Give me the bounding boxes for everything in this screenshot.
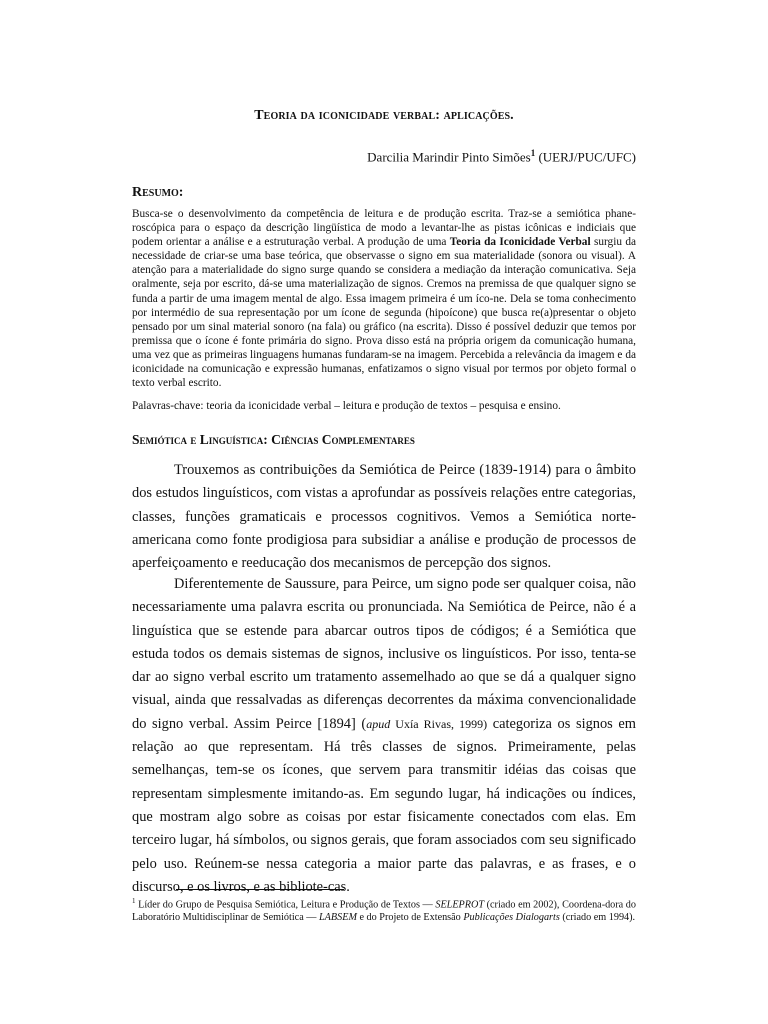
keywords: Palavras-chave: teoria da iconicidade verbal – leitura e produção de textos – pesquisa e ensino. <box>132 400 561 412</box>
paragraph-text <box>132 573 636 899</box>
abstract-text <box>132 207 636 390</box>
abstract-bold-term: Teoria da Iconicidade Verbal <box>449 236 591 249</box>
section-heading: Semiótica e Linguística: Ciências Complementares <box>132 432 415 447</box>
footnote-text: e do Projeto de Extensão <box>356 911 464 923</box>
paragraph-text-part: categoriza os signos em relação ao que representam. Há três classes de signos. Primeiramente, pelas semelhanças, tem-se os ícones, que servem para transmitir idéias das coisas que representam simplesmente imitando-as. Em segundo lugar, há indicações ou índices, que mostram algo sobre as coisas por estar fisicamente conectados com elas. Em terceiro lugar, há símbolos, ou signos gerais, que foram associados com seu significado pelo uso. Reúnem-se nessa categoria a maior parte das palavras, e as frases, e o discurso, e os livros, e as bibliote-cas. <box>132 715 637 895</box>
footnote-mark: 1 <box>132 897 136 905</box>
citation-source: Uxía Rivas, 1999) <box>390 716 488 731</box>
footnote <box>132 895 636 925</box>
footnote-italic: SELEPROT <box>435 899 485 911</box>
author-affiliation: (UERJ/PUC/UFC) <box>538 149 636 165</box>
footnote-text: (criado em 2002), Coordena-dora do Laboratório Multidisciplinar de Semiótica — <box>132 899 636 923</box>
body-paragraph-1 <box>132 459 636 575</box>
footnote-text: (criado em 1994). <box>559 911 636 923</box>
footnote-separator <box>176 889 344 890</box>
paper-title: Teoria da iconicidade verbal: aplicações. <box>254 108 514 123</box>
footnote-text: Líder do Grupo de Pesquisa Semiótica, Leitura e Produção de Textos — <box>135 899 436 911</box>
author-footnote-mark: 1 <box>530 148 536 158</box>
citation-apud: apud <box>366 716 391 731</box>
abstract-text-part: surgiu da necessidade de criar-se uma base teórica, que observasse o signo em sua materialidade (sonora ou visual). A atenção para a materialidade do signo surge quando se considera a mediação da interação comunicativa. Seja oralmente, seja por escrito, dá-se uma materialização de signos. Cremos na premissa de que qualquer signo se funda a partir de uma imagem mental de algo. Essa imagem primeira é um íco-ne. Dela se toma conhecimento por intermédio de sua representação por um ícone de segunda (hipoícone) que busca re(a)presentar o objeto pensado por um sinal material sonoro (na fala) ou gráfico (na escrita). Disso é possível deduzir que temos por premissa que o ícone é fonte primária do signo. Prova disso está na própria origem da comunicação humana, uma vez que as primeiras linguagens humanas fundaram-se na imagem. Percebida a relevância da imagem e da iconicidade na comunicação e expressão humanas, enfatizamos o signo visual por termos por objeto formal o texto verbal escrito. <box>132 236 636 390</box>
abstract-text-part: Busca-se o desenvolvimento da competência de leitura e de produção escrita. Traz-se a semiótica phane-roscópica para o espaço da descrição lingüística de modo a levantar-lhe as pistas icônicas e indiciais que podem orientar a análise e a estruturação verbal. A produção de uma <box>132 208 636 249</box>
author-name: Darcilia Marindir Pinto Simões <box>367 149 531 165</box>
abstract-heading: Resumo: <box>132 185 184 200</box>
author-line <box>367 148 636 165</box>
body-paragraph-2 <box>132 573 636 899</box>
footnote-italic: LABSEM <box>319 911 357 923</box>
paragraph-text: Trouxemos as contribuições da Semiótica de Peirce (1839-1914) para o âmbito dos estudos linguísticos, com vistas a aprofundar as possíveis relações entre categorias, classes, funções gramaticais e processos cognitivos. Vemos a Semiótica norte-americana como fonte prodigiosa para subsidiar a análise e produção de processos de aperfeiçoamento e reeducação dos mecanismos de percepção dos signos. <box>132 462 636 572</box>
paragraph-text-part: Diferentemente de Saussure, para Peirce, um signo pode ser qualquer coisa, não necessariamente uma palavra escrita ou pronunciada. Na Semiótica de Peirce, não é a linguística que se estende para abarcar outros tipos de códigos; é a Semiótica que estuda todos os demais sistemas de signos, inclusive os linguísticos. Por isso, tenta-se dar ao signo verbal escrito um tratamento assemelhado ao que se dá a qualquer signo visual, ainda que ressalvadas as diferenças decorrentes da máxima convencionalidade do signo verbal. Assim Peirce [1894] ( <box>132 576 636 732</box>
footnote-italic: Publicações Dialogarts <box>463 911 560 923</box>
